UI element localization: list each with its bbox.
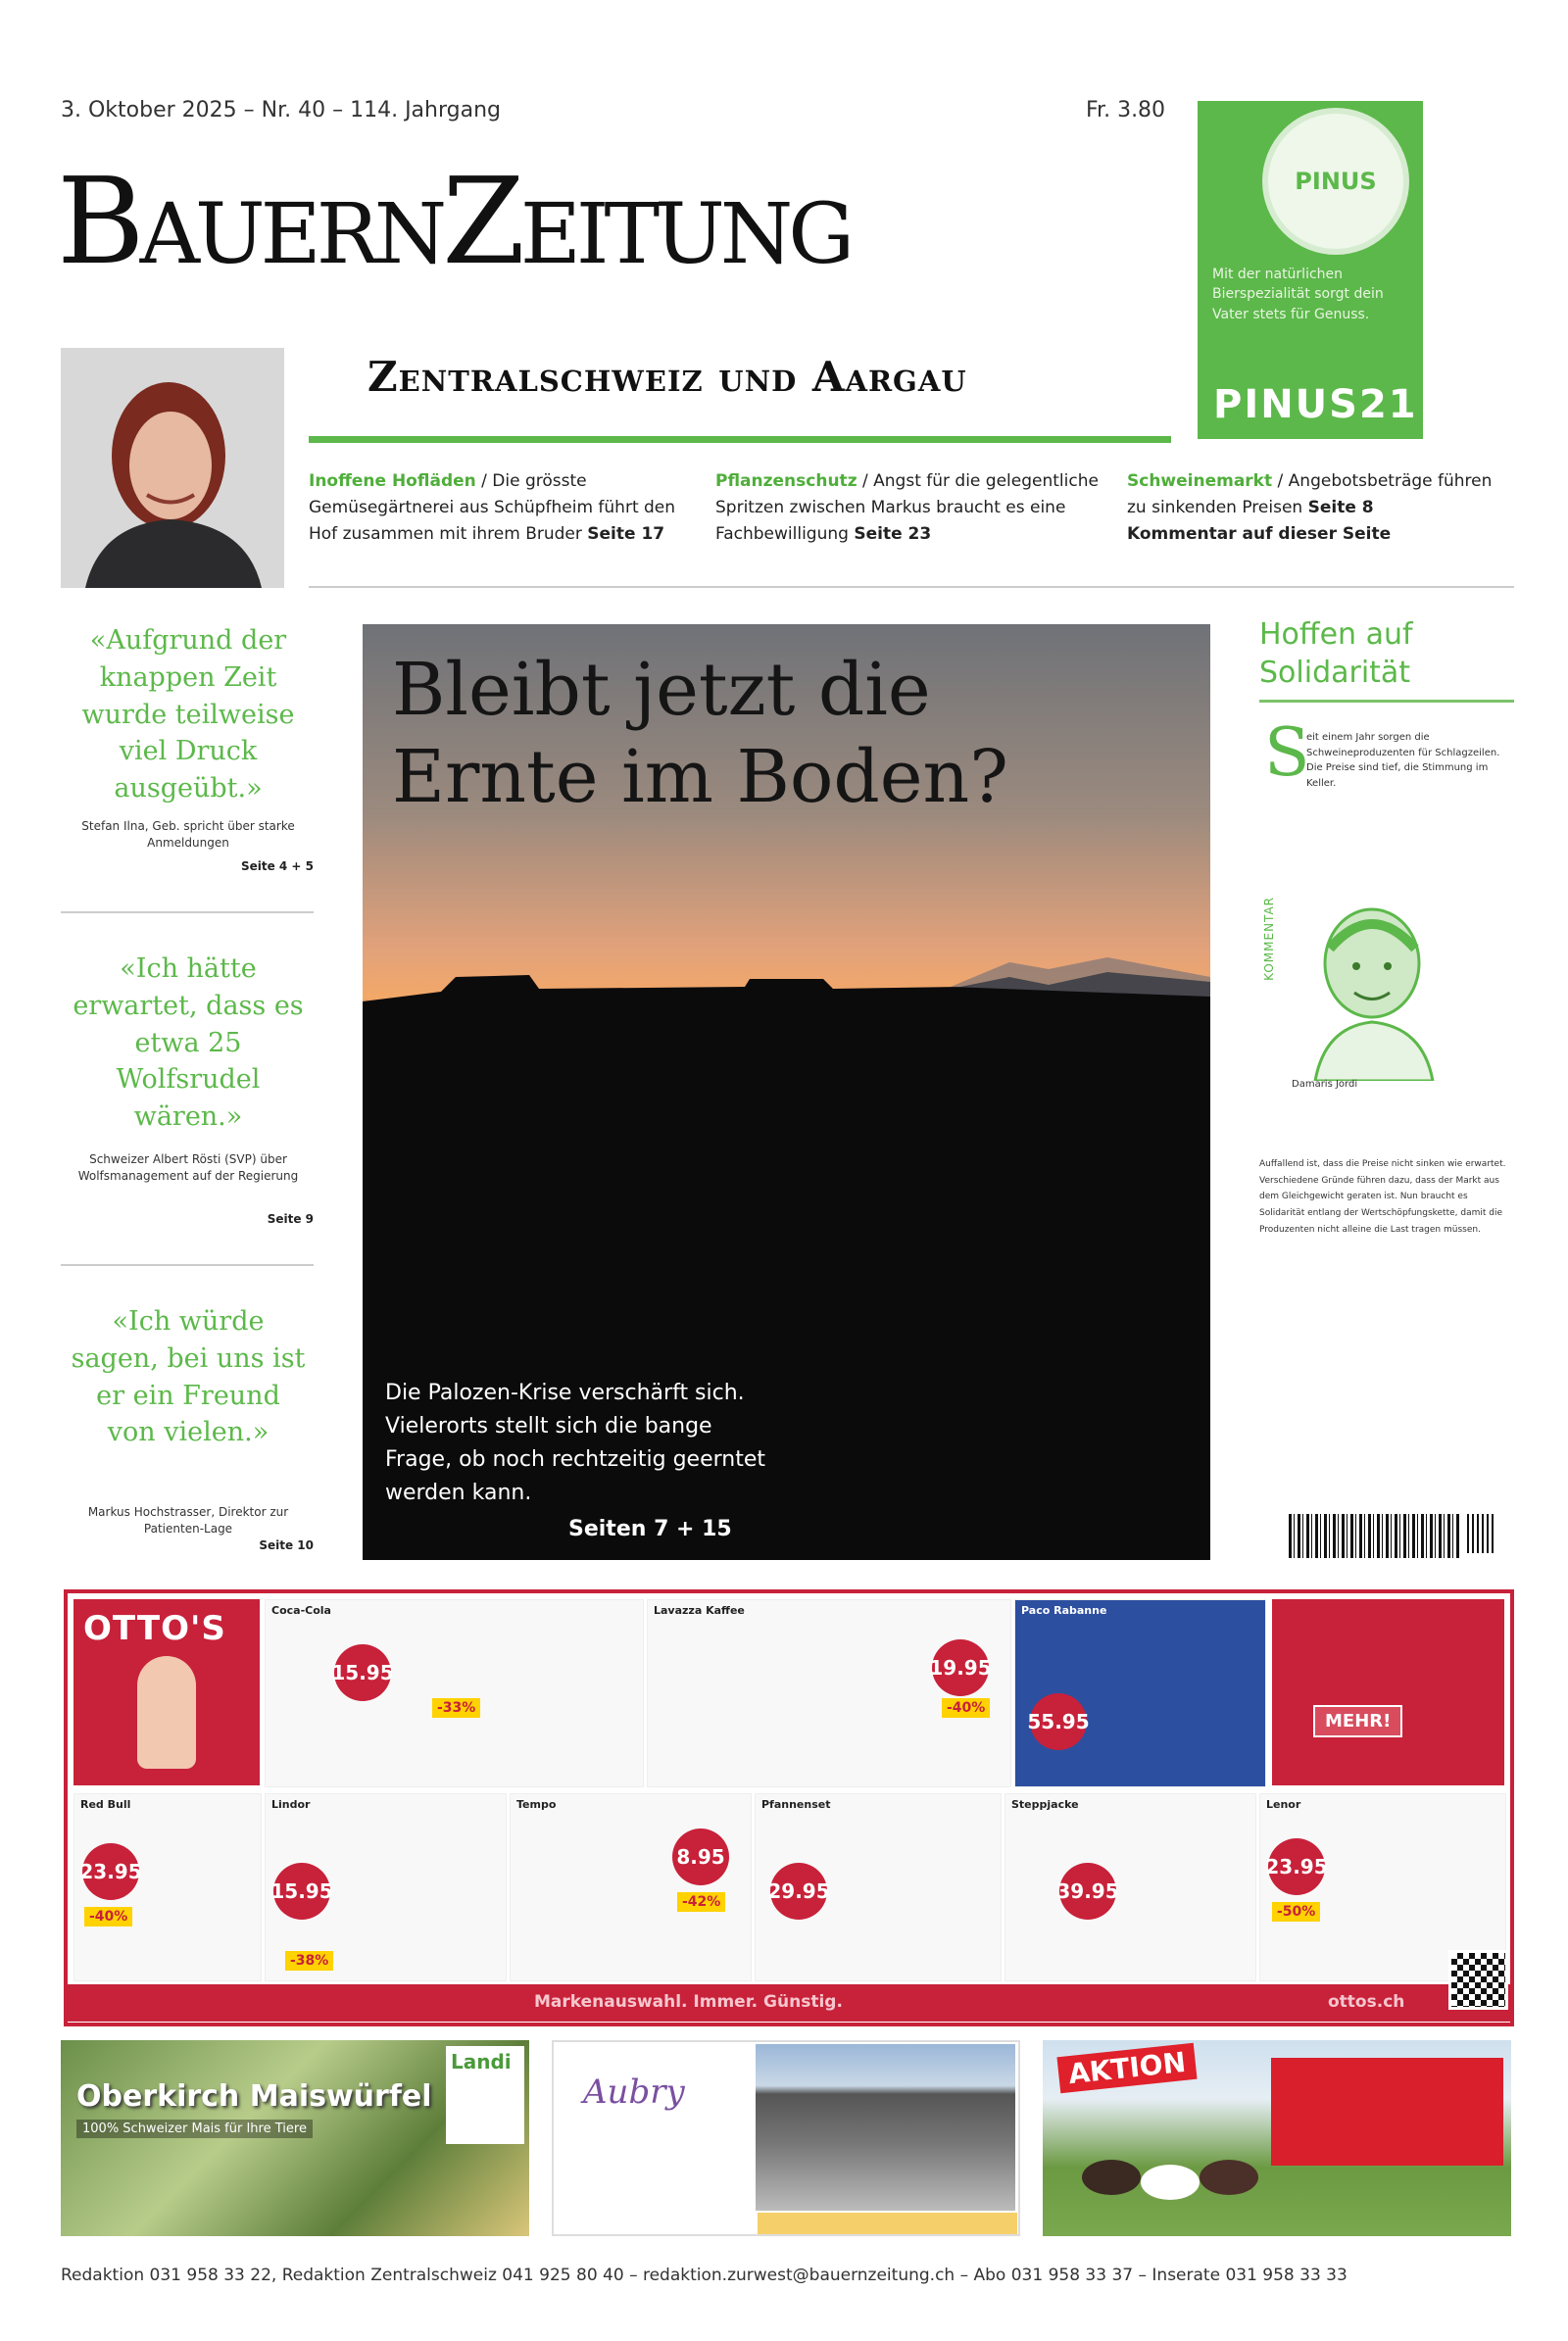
- pointing-hand-icon: [137, 1656, 196, 1769]
- teaser-page: Seite 8: [1307, 498, 1374, 518]
- discount-badge: -38%: [285, 1951, 333, 1971]
- barcode-addon: [1467, 1514, 1494, 1553]
- comment-body: Auffallend ist, dass die Preise nicht sinken wie erwartet. Verschiedene Gründe führen dazu, dass der Markt aus dem Gleichgewicht geraten ist. Nun braucht es Solidarität entlang der Wertschöpfungskette, damit die Produzenten nicht alleine die Last tragen müssen.: [1259, 1159, 1506, 1235]
- discount-badge: -40%: [84, 1907, 132, 1926]
- price-badge: 8.95: [672, 1829, 729, 1885]
- price-badge: 55.95: [1030, 1693, 1087, 1750]
- quote-divider: [61, 1264, 314, 1266]
- comment-author: Damaris Jordi: [1292, 1079, 1358, 1090]
- author-portrait: [1296, 890, 1447, 1081]
- landi-ad-subtitle: 100% Schweizer Mais für Ihre Tiere: [76, 2120, 313, 2138]
- pinus-seal-icon: PINUS: [1262, 108, 1409, 255]
- portrait-photo: [61, 348, 284, 588]
- product-cell-jacket[interactable]: [1004, 1793, 1256, 1981]
- product-cell-cola[interactable]: [265, 1599, 644, 1787]
- masthead-divider: [309, 436, 1171, 443]
- price-badge: 19.95: [932, 1639, 989, 1696]
- pinus-logo: PINUS21: [1213, 382, 1418, 427]
- cattle-ad-offer-box: [1271, 2058, 1503, 2166]
- comment-title[interactable]: Hoffen auf Solidarität: [1259, 617, 1413, 690]
- contact-footer: Redaktion 031 958 33 22, Redaktion Zentralschweiz 041 925 80 40 – redaktion.zurwest@bauernzeitung.ch – Abo 031 958 33 37 – Inserate 031 958 33 33: [61, 2266, 1348, 2285]
- product-name: Lavazza Kaffee: [654, 1604, 745, 1617]
- aktion-badge: AKTION: [1056, 2043, 1197, 2093]
- product-name: Coca-Cola: [271, 1604, 331, 1617]
- product-name: Lindor: [271, 1798, 311, 1811]
- quote-divider: [61, 911, 314, 913]
- comment-title-rule: [1259, 700, 1514, 703]
- aubry-stable-photo: [756, 2044, 1015, 2211]
- discount-badge: -40%: [942, 1698, 990, 1718]
- landi-logo: Landi: [451, 2050, 512, 2073]
- lead-headline[interactable]: Bleibt jetzt die Ernte im Boden?: [392, 648, 1008, 819]
- pinus-ad-text: Mit der natürlichen Bierspezialität sorgt dein Vater stets für Genuss.: [1212, 267, 1384, 322]
- teaser-page: Seite 23: [854, 524, 932, 545]
- product-name: Lenor: [1266, 1798, 1301, 1811]
- kommentar-label: KOMMENTAR: [1262, 897, 1276, 981]
- masthead-subtitle: Zentralschweiz und Aargau: [368, 353, 967, 401]
- price-badge: 15.95: [273, 1863, 330, 1920]
- lead-pages: Seiten 7 + 15: [568, 1517, 732, 1541]
- product-name: Tempo: [516, 1798, 557, 1811]
- qr-code-icon[interactable]: [1448, 1950, 1508, 2010]
- mehr-block[interactable]: [1272, 1599, 1504, 1785]
- ottos-slogan: Markenauswahl. Immer. Günstig.: [534, 1992, 843, 2012]
- discount-badge: -50%: [1272, 1902, 1320, 1922]
- product-name: Steppjacke: [1011, 1798, 1079, 1811]
- comment-lead: eit einem Jahr sorgen die Schweineproduzenten für Schlagzeilen. Die Preise sind tief, die Stimmung im Keller.: [1306, 732, 1500, 789]
- price-badge: 15.95: [334, 1644, 391, 1701]
- ottos-logo: OTTO'S: [83, 1609, 226, 1648]
- quote-2: «Ich hätte erwartet, dass es etwa 25 Wolfsrudel wären.»: [73, 953, 304, 1133]
- barcode: [1289, 1514, 1460, 1558]
- quote-3-page: Seite 10: [259, 1538, 314, 1552]
- teaser-2[interactable]: Pflanzenschutz / Angst für die gelegentliche Spritzen zwischen Markus braucht es eine Fachbewilligung Seite 23: [715, 471, 1099, 545]
- teaser-kicker: Pflanzenschutz: [715, 471, 858, 491]
- quote-2-page: Seite 9: [267, 1212, 314, 1226]
- mehr-label: MEHR!: [1313, 1705, 1402, 1737]
- product-cell-lindor[interactable]: [265, 1793, 507, 1981]
- discount-badge: -42%: [677, 1892, 725, 1912]
- price-badge: 39.95: [1059, 1863, 1116, 1920]
- teaser-text: Angst für die gelegentliche Spritzen zwischen Markus braucht es eine Fachbewilligung: [715, 471, 1099, 545]
- product-name: Paco Rabanne: [1021, 1604, 1107, 1617]
- product-cell-coffee[interactable]: [647, 1599, 1011, 1787]
- teaser-kicker: Inoffene Hofläden: [309, 471, 476, 491]
- teaser-page: Seite 17: [587, 524, 665, 545]
- quote-3-source: Markus Hochstrasser, Direktor zur Patienten-Lage: [87, 1505, 289, 1536]
- teaser-1[interactable]: Inoffene Hofläden / Die grösste Gemüsegärtnerei aus Schüpfheim führt den Hof zusammen mit ihrem Bruder Seite 17: [309, 471, 676, 545]
- aubry-ad-bar: [758, 2213, 1017, 2234]
- masthead-logo: BauernZeitung: [57, 152, 851, 291]
- price-badge: 29.95: [770, 1863, 827, 1920]
- issue-price: Fr. 3.80: [1086, 98, 1166, 122]
- dateline: 3. Oktober 2025 – Nr. 40 – 114. Jahrgang: [61, 98, 501, 122]
- discount-badge: -33%: [432, 1698, 480, 1718]
- quote-1-page: Seite 4 + 5: [240, 859, 314, 873]
- lead-caption: Die Palozen-Krise verschärft sich. Vielerorts stellt sich die bange Frage, ob noch rechtzeitig geerntet werden kann.: [385, 1381, 765, 1506]
- comment-dropcap: S: [1264, 714, 1310, 792]
- product-cell-redbull[interactable]: [74, 1793, 262, 1981]
- price-badge: 23.95: [82, 1843, 139, 1900]
- teaser-kicker: Schweinemarkt: [1127, 471, 1273, 491]
- teaser-3[interactable]: Schweinemarkt / Angebotsbeträge führen zu sinkenden Preisen Seite 8 Kommentar auf dieser Seite: [1127, 471, 1493, 545]
- price-badge: 23.95: [1268, 1838, 1325, 1895]
- teaser-comment-ref: Kommentar auf dieser Seite: [1127, 524, 1392, 545]
- quote-3: «Ich würde sagen, bei uns ist er ein Freund von vielen.»: [71, 1306, 306, 1448]
- teaser-text: Die grösste Gemüsegärtnerei aus Schüpfheim führt den Hof zusammen mit ihrem Bruder: [309, 471, 676, 545]
- quote-2-source: Schweizer Albert Rösti (SVP) über Wolfsmanagement auf der Regierung: [77, 1152, 299, 1183]
- product-name: Pfannenset: [761, 1798, 831, 1811]
- aubry-logo: Aubry: [583, 2073, 685, 2112]
- teaser-text: Angebotsbeträge führen zu sinkenden Preisen: [1127, 471, 1493, 518]
- product-cell-perfume[interactable]: [1014, 1599, 1266, 1787]
- quote-1: «Aufgrund der knappen Zeit wurde teilweise viel Druck ausgeübt.»: [81, 625, 295, 805]
- product-name: Red Bull: [80, 1798, 131, 1811]
- product-cell-tempo[interactable]: [510, 1793, 752, 1981]
- quote-1-source: Stefan Ilna, Geb. spricht über starke Anmeldungen: [81, 819, 295, 850]
- product-cell-pans[interactable]: [755, 1793, 1002, 1981]
- teaser-divider: [309, 586, 1514, 588]
- ottos-url[interactable]: ottos.ch: [1328, 1992, 1405, 2012]
- landi-ad-title: Oberkirch Maiswürfel: [76, 2079, 432, 2114]
